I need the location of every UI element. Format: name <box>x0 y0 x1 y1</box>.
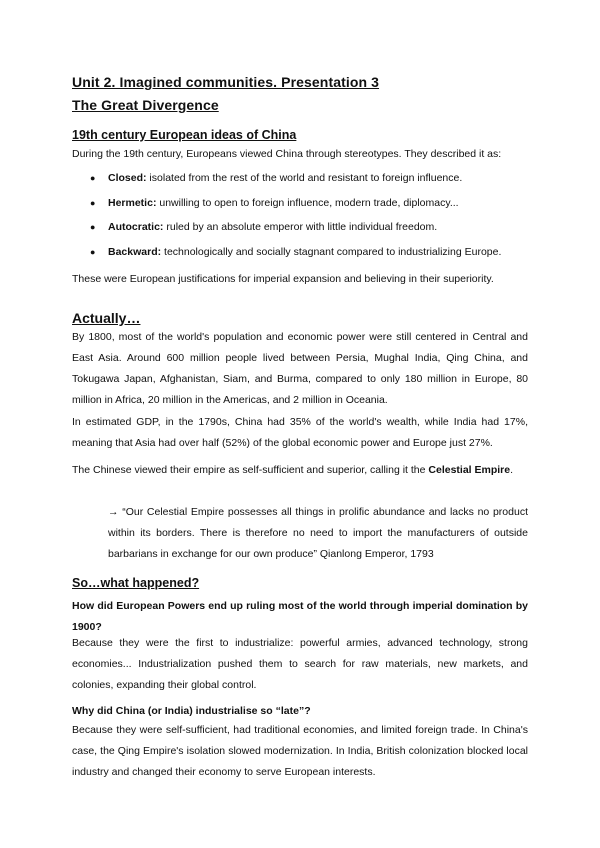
qianlong-quote: → “Our Celestial Empire possesses all things in prolific abundance and lacks no product within its borders. There is therefore no need to import the manufacturers of outside barbarians in exchange for our own produce” Qianlong Emperor, 1793 <box>108 506 528 560</box>
paragraph-text: The Chinese viewed their empire as self-sufficient and superior, calling it the <box>72 464 429 476</box>
paragraph-end: . <box>510 464 514 476</box>
bullet-term: Backward: <box>108 245 162 258</box>
section-intro: During the 19th century, Europeans viewed China through stereotypes. They described it as: <box>72 148 502 160</box>
section-heading-what-happened: So…what happened? <box>72 576 200 590</box>
paragraph-population: By 1800, most of the world's population and economic power were still centered in Central and East Asia. Around 600 million people lived between Persia, Mughal India, Qing China, and Tokugawa Japan, Afghanistan, Siam, and Burma, compared to only 180 million in Europe, 80 million in Africa, 20 million in the Americas, and 2 million in Oceania. <box>72 331 528 406</box>
section-conclusion: These were European justifications for imperial expansion and believing in their superiority. <box>72 273 494 285</box>
celestial-empire-term: Celestial Empire <box>428 464 511 476</box>
list-item <box>90 242 530 267</box>
bullet-icon: ● <box>90 246 96 257</box>
paragraph-celestial-empire <box>72 460 528 481</box>
list-item <box>90 193 530 218</box>
answer-china-india: Because they were self-sufficient, had traditional economies, and limited foreign trade. In China's case, the Qing Empire's isolation slowed modernization. In India, British colonization blocked local industry and changed their economy to serve European interests. <box>72 724 528 778</box>
paragraph-gdp: In estimated GDP, in the 1790s, China had 35% of the world's wealth, while India had 17%, meaning that Asia had over half (52%) of the global economic power and Europe just 27%. <box>72 416 528 449</box>
bullet-icon: ● <box>90 222 96 232</box>
bullet-icon: ● <box>90 173 96 183</box>
bullet-term: Autocratic: <box>108 221 164 233</box>
bullet-text: ruled by an absolute emperor with little individual freedom. <box>163 221 438 233</box>
bullet-term: Closed: <box>108 172 147 184</box>
page-title: The Great Divergence <box>72 97 219 113</box>
bullet-text: isolated from the rest of the world and resistant to foreign influence. <box>146 172 463 184</box>
bullet-term: Hermetic: <box>108 196 157 209</box>
list-item <box>90 168 530 193</box>
section-heading-actually: Actually… <box>72 310 141 326</box>
list-item <box>90 217 530 242</box>
bullet-icon: ● <box>90 197 96 208</box>
bullet-text: technologically and socially stagnant compared to industrializing Europe. <box>161 245 502 258</box>
question-european-powers: How did European Powers end up ruling most of the world through imperial domination by 1900? <box>72 600 528 633</box>
answer-european-powers: Because they were the first to industrialize: powerful armies, advanced technology, strong economies... Industrialization pushed them to search for raw materials, new markets, and colonies, expanding their global control. <box>72 637 528 691</box>
bullet-text: unwilling to open to foreign influence, modern trade, diplomacy... <box>156 196 459 209</box>
section-heading-european-ideas: 19th century European ideas of China <box>72 128 297 142</box>
question-china-india: Why did China (or India) industrialise so “late”? <box>72 705 311 717</box>
unit-title: Unit 2. Imagined communities. Presentation 3 <box>72 74 380 90</box>
stereotype-list <box>90 168 530 266</box>
